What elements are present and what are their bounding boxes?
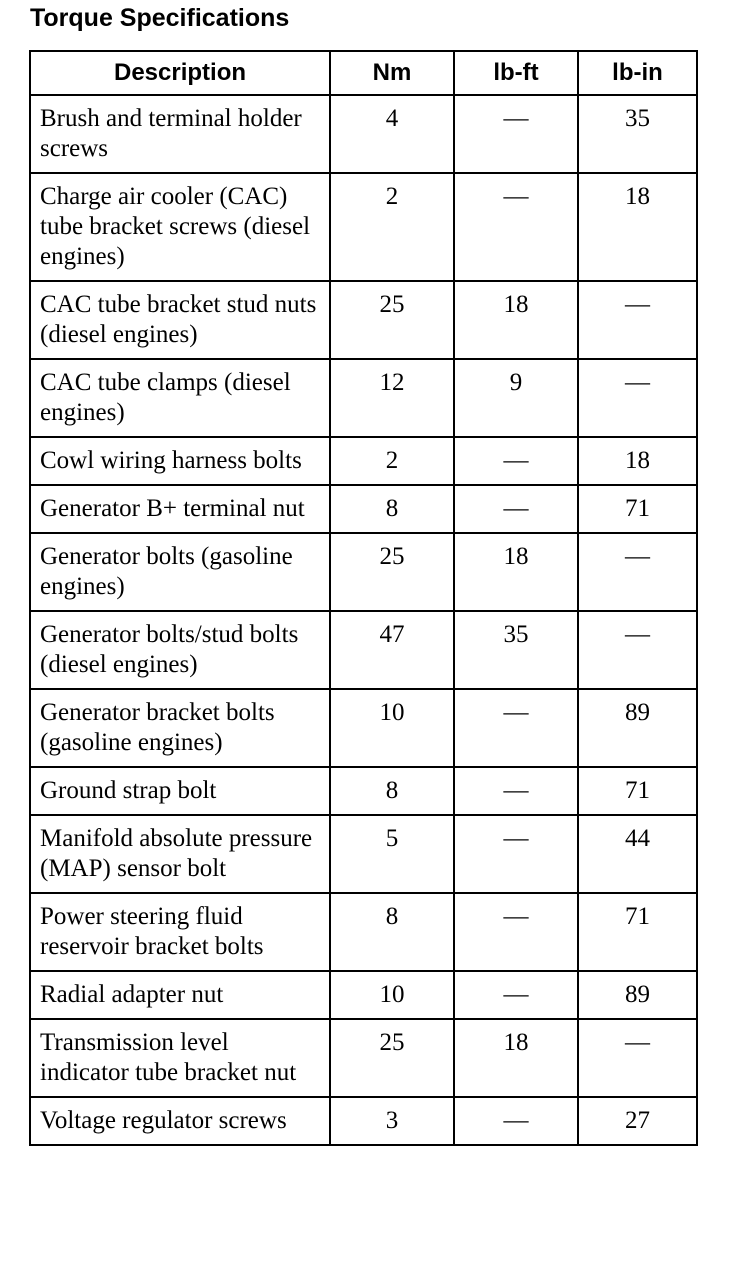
nm-cell: 25 bbox=[330, 533, 454, 611]
lb-ft-cell: — bbox=[454, 971, 578, 1019]
lb-in-cell: 18 bbox=[578, 437, 697, 485]
lb-in-cell: 71 bbox=[578, 767, 697, 815]
description-cell: Manifold absolute pressure (MAP) sensor bolt bbox=[30, 815, 330, 893]
lb-ft-cell: 35 bbox=[454, 611, 578, 689]
table-row bbox=[30, 1019, 697, 1097]
page-title: Torque Specifications bbox=[30, 4, 290, 32]
lb-in-cell: 71 bbox=[578, 485, 697, 533]
lb-ft-cell: — bbox=[454, 173, 578, 281]
description-cell: Generator bolts (gasoline engines) bbox=[30, 533, 330, 611]
lb-ft-cell: — bbox=[454, 485, 578, 533]
nm-cell: 12 bbox=[330, 359, 454, 437]
description-cell: Generator bracket bolts (gasoline engines) bbox=[30, 689, 330, 767]
table-row bbox=[30, 173, 697, 281]
description-cell: Brush and terminal holder screws bbox=[30, 95, 330, 173]
table-row bbox=[30, 767, 697, 815]
header-row bbox=[30, 51, 697, 95]
lb-in-cell: 71 bbox=[578, 893, 697, 971]
nm-cell: 10 bbox=[330, 689, 454, 767]
lb-in-cell: — bbox=[578, 533, 697, 611]
table-row bbox=[30, 611, 697, 689]
nm-cell: 5 bbox=[330, 815, 454, 893]
lb-in-cell: 89 bbox=[578, 971, 697, 1019]
description-cell: Cowl wiring harness bolts bbox=[30, 437, 330, 485]
description-cell: Generator B+ terminal nut bbox=[30, 485, 330, 533]
description-cell: Transmission level indicator tube bracket nut bbox=[30, 1019, 330, 1097]
lb-in-cell: 27 bbox=[578, 1097, 697, 1145]
lb-ft-cell: — bbox=[454, 1097, 578, 1145]
lb-in-cell: 44 bbox=[578, 815, 697, 893]
lb-ft-cell: — bbox=[454, 95, 578, 173]
torque-spec-table bbox=[29, 50, 698, 1146]
table-row bbox=[30, 359, 697, 437]
description-cell: Generator bolts/stud bolts (diesel engines) bbox=[30, 611, 330, 689]
lb-ft-cell: — bbox=[454, 893, 578, 971]
lb-ft-cell: 18 bbox=[454, 281, 578, 359]
nm-cell: 25 bbox=[330, 281, 454, 359]
lb-ft-cell: — bbox=[454, 437, 578, 485]
table-row bbox=[30, 437, 697, 485]
lb-in-cell: 35 bbox=[578, 95, 697, 173]
column-header-lb-ft: lb-ft bbox=[454, 51, 578, 95]
column-header-lb-in: lb-in bbox=[578, 51, 697, 95]
table-row bbox=[30, 95, 697, 173]
lb-in-cell: 18 bbox=[578, 173, 697, 281]
lb-ft-cell: 18 bbox=[454, 1019, 578, 1097]
lb-ft-cell: — bbox=[454, 767, 578, 815]
nm-cell: 2 bbox=[330, 437, 454, 485]
nm-cell: 8 bbox=[330, 893, 454, 971]
nm-cell: 8 bbox=[330, 485, 454, 533]
description-cell: CAC tube bracket stud nuts (diesel engines) bbox=[30, 281, 330, 359]
table-row bbox=[30, 893, 697, 971]
column-header-description: Description bbox=[30, 51, 330, 95]
lb-ft-cell: — bbox=[454, 689, 578, 767]
lb-in-cell: — bbox=[578, 611, 697, 689]
lb-in-cell: 89 bbox=[578, 689, 697, 767]
description-cell: CAC tube clamps (diesel engines) bbox=[30, 359, 330, 437]
table-row bbox=[30, 971, 697, 1019]
description-cell: Voltage regulator screws bbox=[30, 1097, 330, 1145]
description-cell: Radial adapter nut bbox=[30, 971, 330, 1019]
table-row bbox=[30, 485, 697, 533]
nm-cell: 2 bbox=[330, 173, 454, 281]
table-row bbox=[30, 689, 697, 767]
table-row bbox=[30, 815, 697, 893]
lb-in-cell: — bbox=[578, 359, 697, 437]
column-header-nm: Nm bbox=[330, 51, 454, 95]
lb-in-cell: — bbox=[578, 1019, 697, 1097]
nm-cell: 25 bbox=[330, 1019, 454, 1097]
table-row bbox=[30, 533, 697, 611]
description-cell: Power steering fluid reservoir bracket bolts bbox=[30, 893, 330, 971]
lb-ft-cell: — bbox=[454, 815, 578, 893]
nm-cell: 3 bbox=[330, 1097, 454, 1145]
lb-in-cell: — bbox=[578, 281, 697, 359]
lb-ft-cell: 18 bbox=[454, 533, 578, 611]
nm-cell: 10 bbox=[330, 971, 454, 1019]
nm-cell: 8 bbox=[330, 767, 454, 815]
nm-cell: 4 bbox=[330, 95, 454, 173]
table-row bbox=[30, 281, 697, 359]
description-cell: Charge air cooler (CAC) tube bracket screws (diesel engines) bbox=[30, 173, 330, 281]
description-cell: Ground strap bolt bbox=[30, 767, 330, 815]
table-row bbox=[30, 1097, 697, 1145]
nm-cell: 47 bbox=[330, 611, 454, 689]
lb-ft-cell: 9 bbox=[454, 359, 578, 437]
